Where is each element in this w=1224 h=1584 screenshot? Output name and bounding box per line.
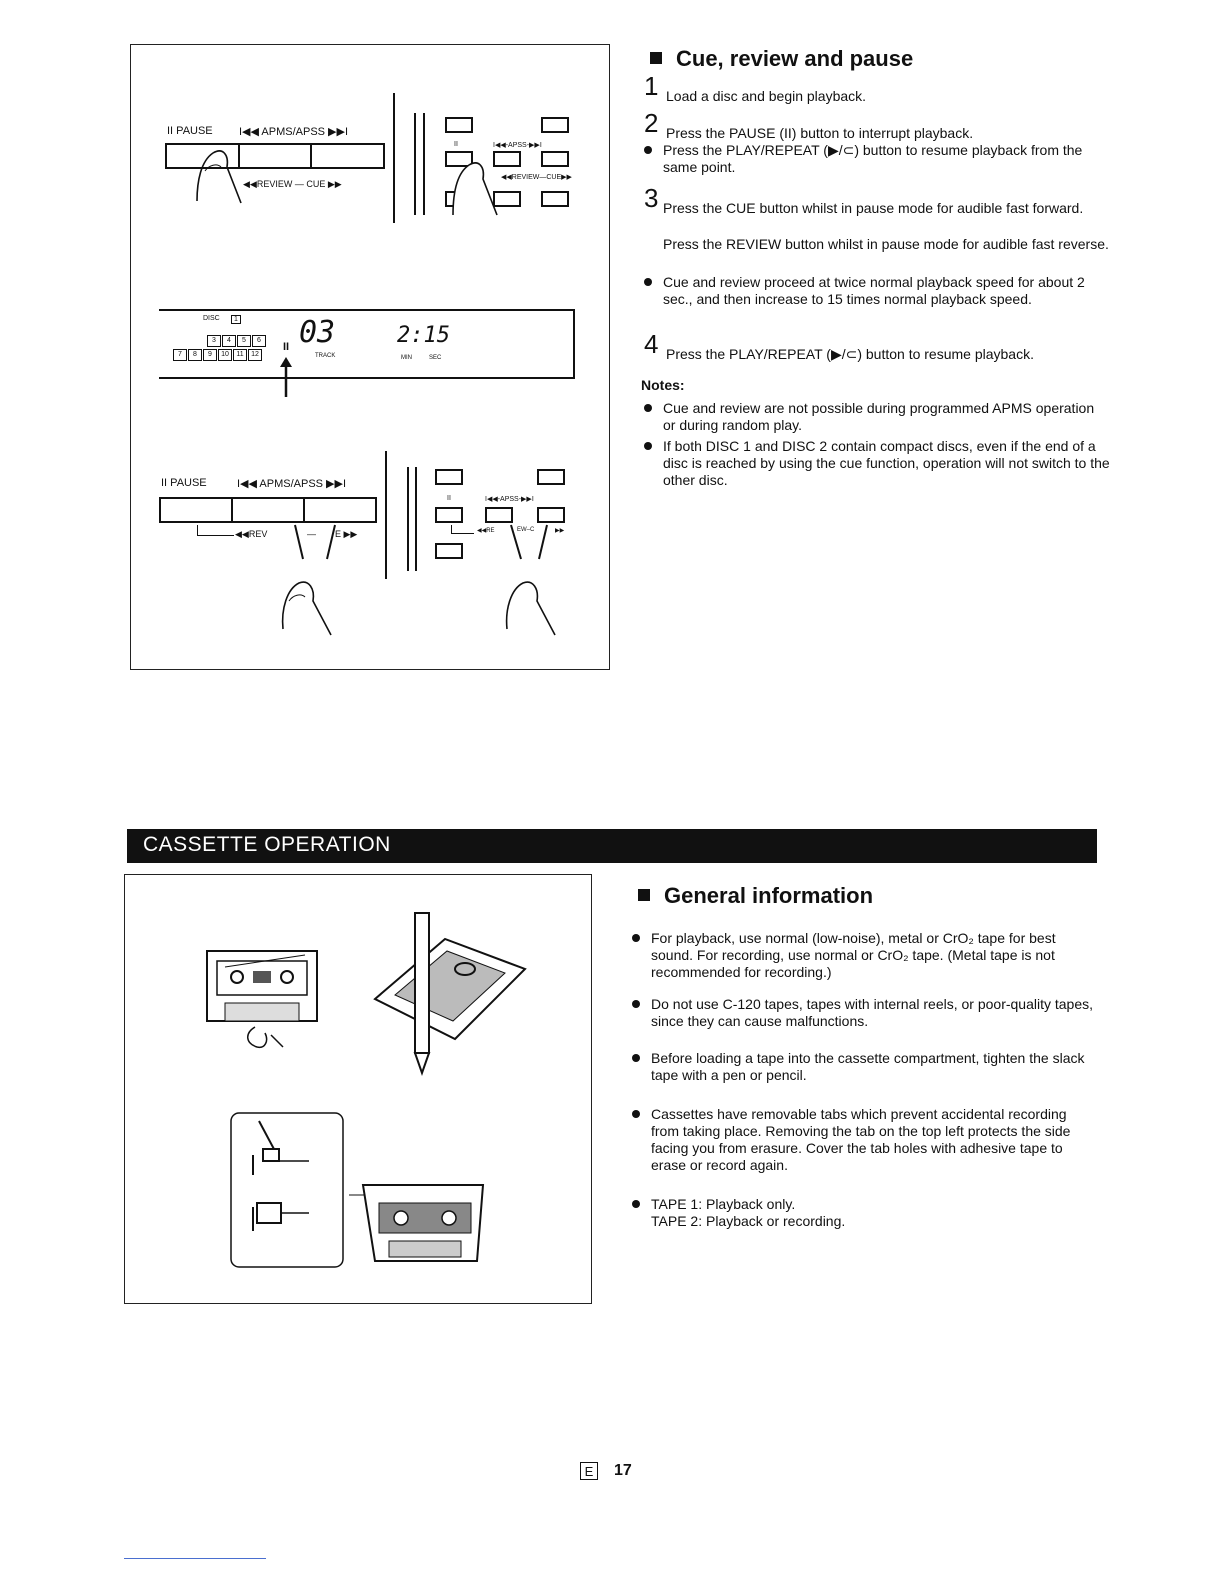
cassette-illustration-frame [124, 874, 592, 1304]
fig3-review-small: ◀◀RE [477, 528, 495, 534]
fig1-apms-label: I◀◀ APMS/APSS ▶▶I [239, 126, 349, 138]
fig1-finger-icon-right [449, 151, 519, 221]
step-3-text2: Press the REVIEW button whilst in pause mode for audible fast reverse. [663, 236, 1109, 252]
cue-title-text: Cue, review and pause [676, 46, 914, 71]
fig2-display [159, 309, 575, 379]
display-disc-11: 11 [233, 349, 247, 361]
general-title-text: General information [664, 883, 874, 908]
fig1-key-8 [541, 191, 569, 207]
bullet-dot-icon [632, 1054, 640, 1062]
cue-section-title [650, 46, 913, 72]
footer-rule [124, 1558, 266, 1559]
display-disc-9: 9 [203, 349, 217, 361]
fig1-key-1 [445, 117, 473, 133]
fig3-key-6 [435, 543, 463, 559]
fig3-finger-icon [273, 519, 363, 669]
fig1-front-panel [131, 45, 611, 265]
display-time: 2:15 [397, 323, 450, 348]
fig3-bracket-small [451, 525, 474, 534]
fig3-divider-a [385, 451, 387, 579]
fig1-pause-label: II PAUSE [167, 125, 213, 137]
bullet-dot-icon [644, 146, 652, 154]
display-track-label: TRACK [315, 353, 336, 359]
general-bullet-2-text: Do not use C-120 tapes, tapes with internal reels, or poor-quality tapes, since they can cause malfunctions. [651, 996, 1094, 1029]
bullet-dot-icon [632, 1200, 640, 1208]
display-disc-6: 6 [252, 335, 266, 347]
step-1 [644, 71, 1114, 105]
fig3-finger-icon-right [497, 519, 577, 669]
display-disc-number: 1 [231, 315, 241, 324]
note-1 [644, 400, 1110, 434]
bullet-dot-icon [644, 404, 652, 412]
step-2-number: 2 [644, 108, 659, 138]
tape-2-line: TAPE 2: Playback or recording. [651, 1213, 846, 1229]
fig1-key-5 [541, 151, 569, 167]
fig3-divider-c [415, 467, 417, 571]
footer-lang-box: E [580, 1462, 598, 1480]
pencil-tighten-icon [365, 909, 535, 1079]
step-1-text: Load a disc and begin playback. [666, 88, 867, 104]
display-disc-8: 8 [188, 349, 202, 361]
fig1-apss-small: I◀◀-APSS-▶▶I [493, 142, 542, 149]
cassette-front-icon [205, 947, 325, 1057]
banner-text: CASSETTE OPERATION [143, 833, 391, 856]
fig3-divider-b [407, 467, 409, 571]
fig1-next-button [312, 145, 383, 167]
display-min-label: MIN [401, 355, 412, 361]
display-disc-12: 12 [248, 349, 262, 361]
fig3-arrows-small: ▶▶ [555, 528, 565, 534]
fig1-pause-small: II [454, 141, 458, 148]
general-bullet-1-text: For playback, use normal (low-noise), metal or CrO₂ tape for best sound. For recording, use normal or CrO₂ tape. (Metal tape is not recommended for recording.) [651, 930, 1056, 980]
step-2-bullet-text: Press the PLAY/REPEAT (▶/⊂) button to resume playback from the same point. [663, 142, 1083, 175]
fig1-divider-a [393, 93, 395, 223]
display-sec-label: SEC [429, 355, 442, 361]
general-bullet-5 [632, 1196, 1098, 1230]
display-track-number: 03 [299, 315, 336, 350]
fig3-cue-right: E ▶▶ [335, 529, 358, 539]
step-3-bullet [644, 274, 1110, 308]
fig1-key-2 [541, 117, 569, 133]
fig3-review-left: ◀◀REV [235, 529, 268, 539]
fig3-pause-button [161, 499, 233, 521]
bullet-dot-icon [632, 934, 640, 942]
general-bullet-3 [632, 1050, 1098, 1084]
fig1-review-cue-small: ◀◀REVIEW—CUE▶▶ [501, 174, 572, 181]
cd-illustration-frame [130, 44, 610, 670]
general-bullet-2 [632, 996, 1098, 1030]
display-disc-7: 7 [173, 349, 187, 361]
display-arrow-icon [279, 357, 293, 397]
bullet-dot-icon [632, 1000, 640, 1008]
display-disc-row2 [173, 343, 263, 361]
display-disc-label: DISC [203, 315, 220, 322]
fig3-apms-label: I◀◀ APMS/APSS ▶▶I [237, 478, 347, 490]
footer-page-number: 17 [614, 1462, 632, 1479]
fig3-cue-small: EW–C [517, 527, 535, 533]
general-bullet-4 [632, 1106, 1098, 1174]
fig3-key-2 [537, 469, 565, 485]
fig3-front-panel [131, 445, 611, 665]
notes-title: Notes: [641, 377, 685, 393]
step-3-bullet-text: Cue and review proceed at twice normal playback speed for about 2 sec., and then increase to 15 times normal playback speed. [663, 274, 1085, 307]
fig1-divider-c [423, 113, 425, 215]
display-disc-4: 4 [222, 335, 236, 347]
fig3-prev-button [233, 499, 305, 521]
step-3-number: 3 [644, 183, 659, 213]
note-2 [644, 438, 1110, 489]
display-disc-5: 5 [237, 335, 251, 347]
step-4-text: Press the PLAY/REPEAT (▶/⊂) button to resume playback. [666, 346, 1034, 362]
cassette-operation-banner [127, 829, 1097, 863]
fig3-review-mid: — [307, 529, 316, 539]
title-square-icon [638, 889, 650, 901]
display-pause-symbol: II [283, 341, 290, 353]
fig3-next-button [305, 499, 375, 521]
fig3-pause-small: II [447, 495, 451, 502]
fig3-key-1 [435, 469, 463, 485]
tape-1-line: TAPE 1: Playback only. [651, 1196, 796, 1212]
fig1-finger-icon [191, 141, 261, 211]
general-bullet-4-text: Cassettes have removable tabs which prevent accidental recording from taking place. Removing the tab on the top left protects the side facing you from erasure. Cover the tab holes with adhesive tape to erase or record again. [651, 1106, 1071, 1173]
step-4-number: 4 [644, 329, 659, 359]
tab-removal-icon [229, 1111, 349, 1271]
general-bullet-3-text: Before loading a tape into the cassette compartment, tighten the slack tape with a pen or pencil. [651, 1050, 1085, 1083]
title-square-icon [650, 52, 662, 64]
fig1-review-cue-label: ◀◀REVIEW — CUE ▶▶ [243, 179, 342, 189]
bullet-dot-icon [644, 442, 652, 450]
general-bullet-1 [632, 930, 1098, 981]
step-2-text: Press the PAUSE (II) button to interrupt playback. [666, 125, 974, 141]
display-disc-3: 3 [207, 335, 221, 347]
fig3-key-3 [435, 507, 463, 523]
step-2 [644, 108, 1114, 142]
note-2-text: If both DISC 1 and DISC 2 contain compact discs, even if the end of a disc is reached by using the cue function, operation will not switch to the other disc. [663, 438, 1110, 488]
display-disc-10: 10 [218, 349, 232, 361]
fig3-pause-label: II PAUSE [161, 477, 207, 489]
note-1-text: Cue and review are not possible during programmed APMS operation or during random play. [663, 400, 1095, 433]
fig1-divider-b [414, 113, 416, 215]
step-1-number: 1 [644, 71, 659, 101]
step-2-bullet [644, 142, 1110, 176]
bullet-dot-icon [644, 278, 652, 286]
general-section-title [638, 883, 873, 909]
fig3-apss-small: I◀◀-APSS-▶▶I [485, 496, 534, 503]
bullet-dot-icon [632, 1110, 640, 1118]
fig3-bracket [197, 525, 234, 536]
step-3-text1: Press the CUE button whilst in pause mode for audible fast forward. [663, 200, 1084, 216]
step-4 [644, 329, 1114, 363]
cassette-top-icon [349, 1175, 499, 1275]
